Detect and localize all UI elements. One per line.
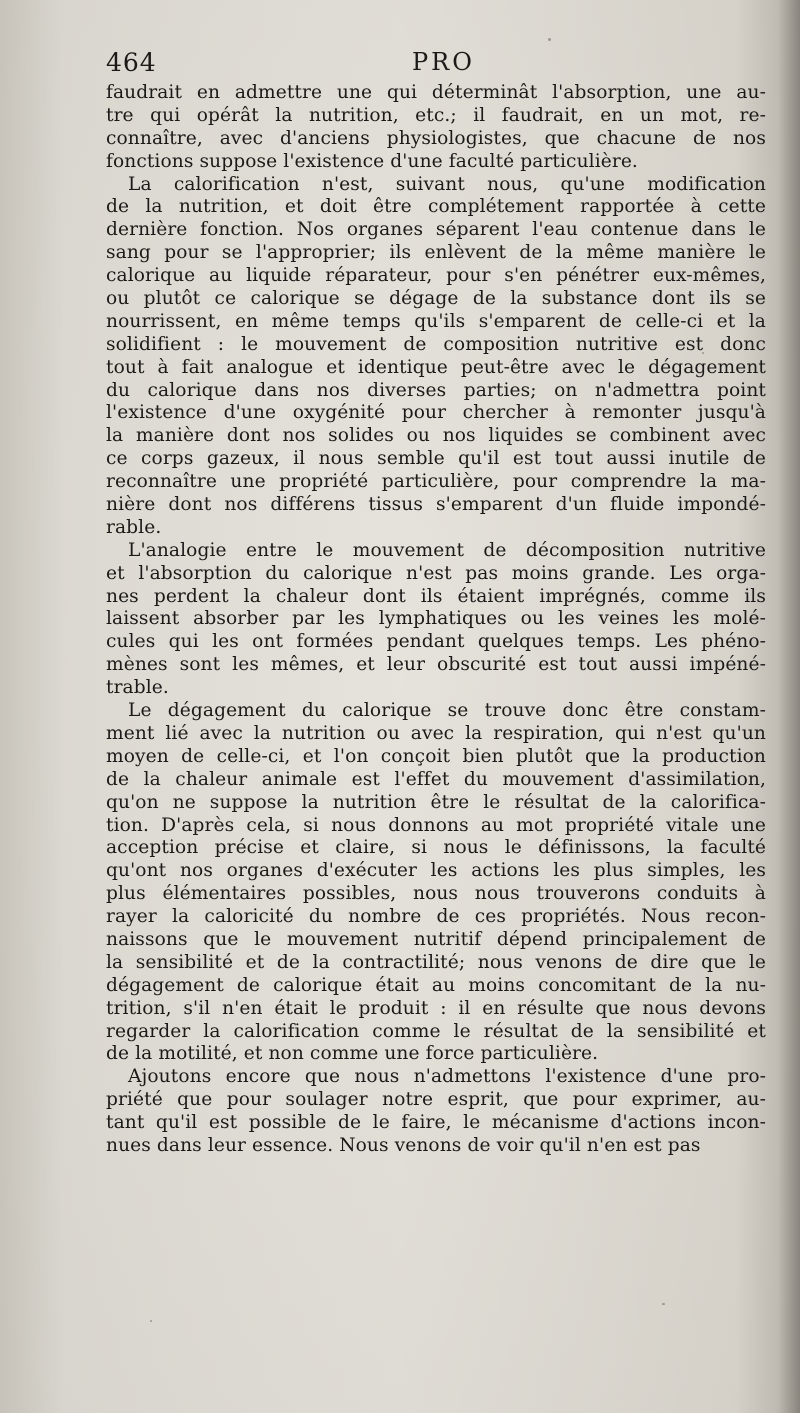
text-line: de la nutrition, et doit être complétement rapportée à cette [106, 196, 766, 218]
body-text [106, 82, 766, 1158]
text-line: cules qui les ont formées pendant quelques temps. Les phéno- [106, 631, 766, 653]
text-line: mènes sont les mêmes, et leur obscurité est tout aussi impéné- [106, 654, 766, 676]
text-line: trition, s'il n'en était le produit : il en résulte que nous devons [106, 997, 766, 1019]
text-line: rayer la caloricité du nombre de ces propriétés. Nous recon- [106, 906, 766, 928]
text-line: tout à fait analogue et identique peut-être avec le dégagement [106, 356, 766, 378]
text-line: L'analogie entre le mouvement de décomposition nutritive [128, 539, 766, 561]
text-line: nière dont nos différens tissus s'emparent d'un fluide impondé- [106, 494, 766, 516]
paragraph [106, 1066, 766, 1158]
text-line: de la chaleur animale est l'effet du mouvement d'assimilation, [106, 768, 766, 790]
text-line: priété que pour soulager notre esprit, que pour exprimer, au- [106, 1089, 766, 1111]
text-line: tant qu'il est possible de le faire, le mécanisme d'actions incon- [106, 1112, 766, 1134]
text-line: trable. [106, 677, 169, 699]
page-number: 464 [106, 48, 157, 77]
text-line: et l'absorption du calorique n'est pas moins grande. Les orga- [106, 562, 766, 584]
text-line: de la motilité, et non comme une force particulière. [106, 1043, 599, 1065]
text-line: qu'on ne suppose la nutrition être le résultat de la calorifica- [106, 791, 766, 813]
text-line: l'existence d'une oxygénité pour chercher à remonter jusqu'à [106, 402, 766, 424]
paragraph [106, 700, 766, 1066]
text-line: sang pour se l'approprier; ils enlèvent de la même manière le [106, 242, 766, 264]
text-line: calorique au liquide réparateur, pour s'en pénétrer eux-mêmes, [106, 265, 766, 287]
text-line: la manière dont nos solides ou nos liquides se combinent avec [106, 425, 766, 447]
paragraph [106, 540, 766, 700]
paper-speck [150, 1320, 152, 1322]
text-line: du calorique dans nos diverses parties; on n'admettra point [106, 379, 766, 401]
text-line: solidifient : le mouvement de composition nutritive est donc [106, 333, 766, 355]
text-line: Ajoutons encore que nous n'admettons l'existence d'une pro- [128, 1066, 766, 1088]
page-edge-shadow [778, 0, 800, 1413]
text-line: regarder la calorification comme le résultat de la sensibilité et [106, 1020, 766, 1042]
text-line: acception précise et claire, si nous le définissons, la faculté [106, 837, 766, 859]
paragraph [106, 174, 766, 540]
text-line: rable. [106, 516, 162, 538]
paper-speck [548, 38, 551, 41]
text-line: reconnaître une propriété particulière, pour comprendre la ma- [106, 471, 766, 493]
text-line: tion. D'après cela, si nous donnons au mot propriété vitale une [106, 814, 766, 836]
text-line: connaître, avec d'anciens physiologistes, que chacune de nos [106, 127, 766, 149]
text-line: qu'ont nos organes d'exécuter les actions les plus simples, les [106, 860, 766, 882]
text-line: tre qui opérât la nutrition, etc.; il faudrait, en un mot, re- [106, 104, 766, 126]
text-line: dernière fonction. Nos organes séparent l'eau contenue dans le [106, 219, 766, 241]
text-line: Le dégagement du calorique se trouve donc être constam- [128, 700, 766, 722]
paragraph [106, 82, 766, 174]
text-line: ou plutôt ce calorique se dégage de la substance dont ils se [106, 288, 766, 310]
text-line: nourrissent, en même temps qu'ils s'emparent de celle-ci et la [106, 310, 766, 332]
text-line: dégagement de calorique était au moins concomitant de la nu- [106, 974, 766, 996]
text-line: ment lié avec la nutrition ou avec la respiration, qui n'est qu'un [106, 722, 766, 744]
page-header [106, 48, 766, 82]
text-line: fonctions suppose l'existence d'une faculté particulière. [106, 150, 638, 172]
text-line: naissons que le mouvement nutritif dépend principalement de [106, 928, 766, 950]
paper-speck [702, 352, 704, 354]
text-line: La calorification n'est, suivant nous, qu'une modification [128, 173, 766, 195]
text-line: la sensibilité et de la contractilité; nous venons de dire que le [106, 951, 766, 973]
text-line: nes perdent la chaleur dont ils étaient imprégnés, comme ils [106, 585, 766, 607]
paper-speck [662, 1303, 665, 1305]
text-line: plus élémentaires possibles, nous nous trouverons conduits à [106, 883, 766, 905]
text-line: moyen de celle-ci, et l'on conçoit bien plutôt que la production [106, 745, 766, 767]
running-head: PRO [412, 48, 475, 76]
text-line: laissent absorber par les lymphatiques ou les veines les molé- [106, 608, 766, 630]
text-line: faudrait en admettre une qui déterminât l'absorption, une au- [106, 82, 766, 103]
text-line: nues dans leur essence. Nous venons de voir qu'il n'en est pas [106, 1134, 701, 1156]
text-line: ce corps gazeux, il nous semble qu'il est tout aussi inutile de [106, 448, 766, 470]
